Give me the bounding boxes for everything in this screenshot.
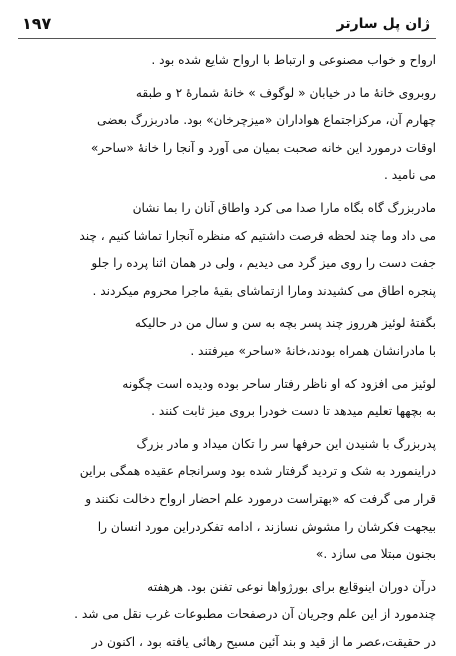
page-header <box>18 14 436 39</box>
paragraph <box>18 371 436 426</box>
body-text <box>18 47 436 656</box>
page-number: ۱۹۷ <box>22 14 52 33</box>
text-line: مادربزرگ گاه بگاه مارا صدا می کرد واطاق آنان را بما نشان <box>132 200 436 215</box>
text-line: روبروی خانهٔ ما در خیابان « لوگوف » خانهٔ شمارهٔ ۲ و طبقه <box>135 85 436 100</box>
text-line: لوئیز می افزود که او ناظر رفتار ساحر بوده ودیده است چگونه <box>122 376 436 391</box>
text-line: به بچهها تعلیم میدهد تا دست خودرا بروی میز ثابت کنند . <box>151 404 436 419</box>
text-line: بگفتهٔ لوئیز هرروز چند پسر بچه به سن و سال من در حالیکه <box>134 316 436 331</box>
text-line: اوقات درمورد این خانه صحبت بمیان می آورد و آنجا را خانهٔ «ساحر» <box>90 140 436 155</box>
text-line: پنجره اطاق می کشیدند ومارا ازتماشای بقیهٔ ماجرا محروم میکردند . <box>92 283 436 298</box>
text-line: می داد وما چند لحظه فرصت داشتیم که منظره آنجارا تماشا کنیم ، چند <box>79 228 436 243</box>
text-line: پدربزرگ با شنیدن این حرفها سر را تکان میداد و مادر بزرگ <box>136 436 436 451</box>
paragraph <box>18 80 436 190</box>
text-line: بجنون مبتلا می سازد .» <box>315 547 436 562</box>
text-line: می نامید . <box>383 168 436 183</box>
text-line: قرار می گرفت که «بهتراست درمورد علم احضار ارواح دخالت نکنند و <box>85 491 436 506</box>
text-line: جفت دست را روی میز گرد می دیدیم ، ولی در همان اثنا پرده را جلو <box>91 256 436 271</box>
paragraph <box>18 47 436 75</box>
text-line: بیجهت فکرشان را مشوش نسازند ، ادامه تفکردراین مورد انسان را <box>97 519 436 534</box>
text-line: ارواح و خواب مصنوعی و ارتباط با ارواح شایع شده بود . <box>151 53 436 67</box>
paragraph <box>18 431 436 569</box>
paragraph <box>18 310 436 365</box>
text-line: درآن دوران اینوقایع برای بورژواها نوعی تفنن بود. هرهفته <box>147 579 436 594</box>
text-line: چهارم آن، مرکزاجتماع هواداران «میزچرخان» بود. مادربزرگ بعضی <box>97 113 436 128</box>
paragraph <box>18 195 436 305</box>
text-line: دراینمورد به شک و تردید گرفتار شده بود وسرانجام عقیده همگی براین <box>79 464 436 479</box>
paragraph <box>18 574 436 656</box>
text-line: با مادرانشان همراه بودند،خانهٔ «ساحر» میرفتند . <box>190 343 436 358</box>
running-title: ژان پل سارتر <box>336 16 430 32</box>
text-line: چندمورد از این علم وجریان آن درصفحات مطبوعات غرب نقل می شد . <box>74 607 436 622</box>
text-line: در حقیقت،عصر ما از قید و بند آئین مسیح رهائی یافته بود ، اکنون در <box>91 634 436 649</box>
